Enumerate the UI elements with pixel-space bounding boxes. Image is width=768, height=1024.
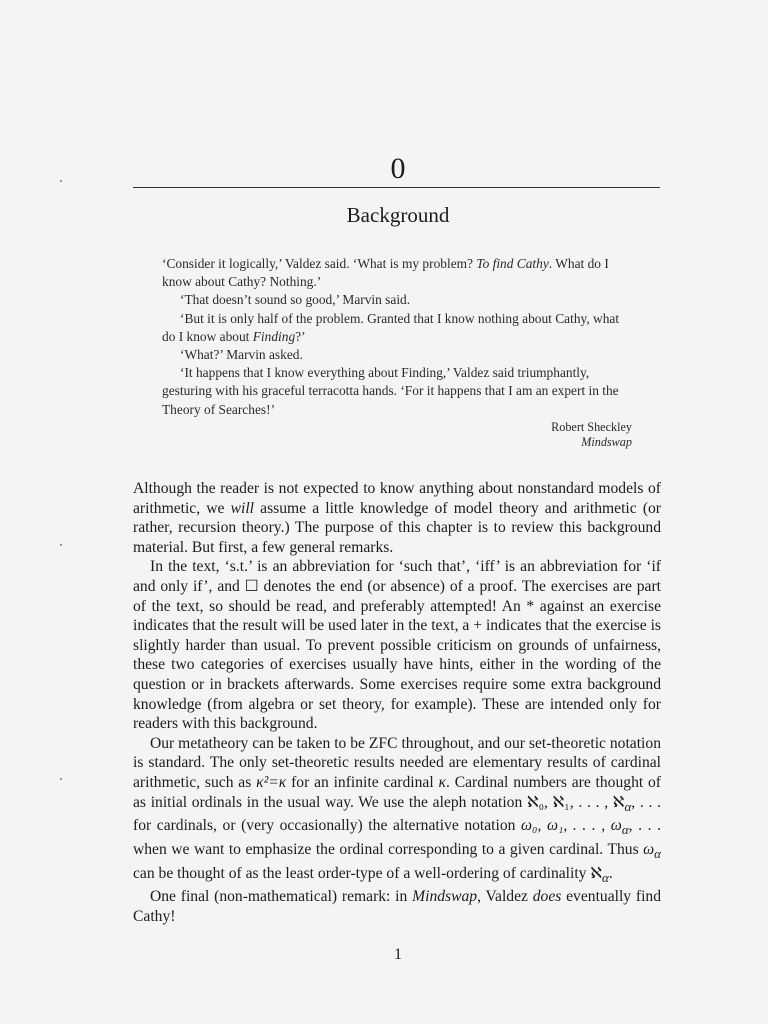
- scan-speck: [60, 180, 62, 182]
- chapter-rule: [133, 187, 660, 188]
- page-number: 1: [394, 946, 402, 963]
- epigraph-paragraph: ‘It happens that I know everything about Finding,’ Valdez said triumphantly, gesturing with his graceful terracotta hands. ‘For it happens that I am an expert in the Theory of Searches!’: [162, 365, 619, 417]
- scan-speck: [60, 544, 62, 546]
- epigraph-paragraph: ‘That doesn’t sound so good,’ Marvin said.: [180, 292, 411, 308]
- chapter-title: Background: [346, 203, 450, 227]
- body-paragraph: Although the reader is not expected to know anything about nonstandard models of arithmetic, we will assume a little knowledge of model theory and arithmetic (or rather, recursion theory.) The purpose of this chapter is to review this background material. But first, a few general remarks.: [133, 480, 662, 556]
- body-paragraph: Our metatheory can be taken to be ZFC throughout, and our set-theoretic notation is standard. The only set-theoretic results needed are elementary results of cardinal arithmetic, such as κ²=κ for an infinite cardinal κ. Cardinal numbers are thought of as initial ordinals in the usual way. We use the aleph notation ℵ₀, ℵ₁, . . . , ℵ$_\alpha$, . . . for cardinals, or (very occasionally) the alternative notation ω₀, ω₁, . . . , $\omega_\alpha$, . . . when we want to emphasize the ordinal corresponding to a given cardinal. Thus $\omega_\alpha$ can be thought of as the least order-type of a well-ordering of cardinality ℵ$_\alpha$.: [133, 734, 662, 885]
- epigraph-attribution: [162, 420, 632, 450]
- epigraph-work: Mindswap: [581, 434, 632, 449]
- body-text: [133, 479, 661, 927]
- chapter-number: 0: [390, 152, 406, 185]
- epigraph: [162, 255, 632, 450]
- body-paragraph: In the text, ‘s.t.’ is an abbreviation for ‘such that’, ‘iff’ is an abbreviation for ‘if and only if’, and ☐ denotes the end (or absence) of a proof. The exercises are part of the text, so should be read, and preferably attempted! An * against an exercise indicates that the result will be used later in the text, a + indicates that the exercise is slightly harder than usual. To prevent possible criticism on grounds of unfairness, these two categories of exercises usually have hints, either in the wording of the question or in brackets afterwards. Some exercises require some extra background knowledge (from algebra or set theory, for example). These are intended only for readers with this background.: [133, 558, 661, 733]
- epigraph-paragraph: ‘But it is only half of the problem. Granted that I know nothing about Cathy, what do I know about Finding?’: [162, 310, 620, 344]
- body-paragraph: One final (non-mathematical) remark: in Mindswap, Valdez does eventually find Cathy!: [133, 888, 662, 925]
- scan-speck: [60, 778, 62, 780]
- epigraph-paragraph: ‘Consider it logically,’ Valdez said. ‘What is my problem? To find Cathy. What do I know about Cathy? Nothing.’: [162, 256, 609, 290]
- epigraph-author: Robert Sheckley: [551, 419, 632, 434]
- epigraph-paragraph: ‘What?’ Marvin asked.: [180, 347, 303, 363]
